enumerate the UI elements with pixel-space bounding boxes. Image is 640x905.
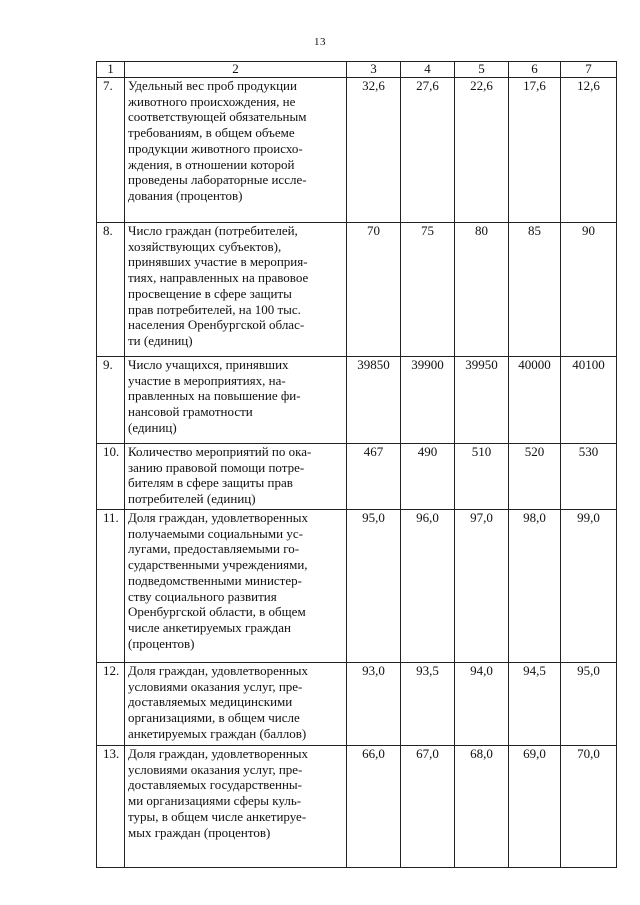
row-description — [125, 357, 347, 444]
table-row — [97, 357, 617, 444]
indicators-table — [96, 61, 617, 868]
row-description — [125, 663, 347, 746]
row-number: 9. — [97, 357, 125, 444]
row-description-text: Доля граждан, удовлетворенных условиями оказания услуг, пре- доставляемых медицинскими организациями, в общем числе анкетируемых граждан (баллов) — [128, 663, 309, 741]
row-description-text: Количество мероприятий по ока- занию правовой помощи потре- бителям в сфере защиты прав потребителей (единиц) — [128, 444, 312, 507]
header-cell: 2 — [125, 62, 347, 78]
table-row — [97, 223, 617, 357]
row-value: 94,0 — [455, 663, 509, 746]
row-value: 93,0 — [347, 663, 401, 746]
row-number: 8. — [97, 223, 125, 357]
table-row — [97, 444, 617, 510]
row-value: 39850 — [347, 357, 401, 444]
header-cell: 7 — [561, 62, 617, 78]
row-description-text: Удельный вес проб продукции животного происхождения, не соответствующей обязательным требованиям, в общем объеме продукции животного происхо- ждения, в отношении которой проведены лабораторные иссле- дования (процентов) — [128, 78, 307, 203]
row-value: 95,0 — [347, 510, 401, 663]
row-value: 70 — [347, 223, 401, 357]
row-value: 70,0 — [561, 746, 617, 868]
row-value: 98,0 — [509, 510, 561, 663]
row-description — [125, 746, 347, 868]
row-description — [125, 78, 347, 223]
row-description — [125, 444, 347, 510]
row-value: 39950 — [455, 357, 509, 444]
row-value: 520 — [509, 444, 561, 510]
header-cell: 4 — [401, 62, 455, 78]
row-value: 69,0 — [509, 746, 561, 868]
row-value: 17,6 — [509, 78, 561, 223]
row-value: 96,0 — [401, 510, 455, 663]
row-description-text: Число граждан (потребителей, хозяйствующих субъектов), принявших участие в мероприя- тиях, направленных на правовое просвещение в сфере защиты прав потребителей, на 100 тыс. населения Оренбургской облас- ти (единиц) — [128, 223, 309, 348]
page-number: 13 — [314, 36, 326, 48]
row-value: 467 — [347, 444, 401, 510]
row-value: 67,0 — [401, 746, 455, 868]
row-number: 13. — [97, 746, 125, 868]
header-cell: 6 — [509, 62, 561, 78]
row-value: 12,6 — [561, 78, 617, 223]
row-description-text: Число учащихся, принявших участие в мероприятиях, на- правленных на повышение фи- нансовой грамотности (единиц) — [128, 357, 301, 435]
row-number: 11. — [97, 510, 125, 663]
row-value: 39900 — [401, 357, 455, 444]
row-description-text: Доля граждан, удовлетворенных условиями оказания услуг, пре- доставляемых государственны- ми организациями сферы куль- туры, в общем числе анкетируе- мых граждан (процентов) — [128, 746, 309, 840]
row-value: 40100 — [561, 357, 617, 444]
row-value: 80 — [455, 223, 509, 357]
row-value: 85 — [509, 223, 561, 357]
row-value: 22,6 — [455, 78, 509, 223]
row-value: 490 — [401, 444, 455, 510]
row-value: 68,0 — [455, 746, 509, 868]
row-value: 510 — [455, 444, 509, 510]
table-row — [97, 78, 617, 223]
row-value: 40000 — [509, 357, 561, 444]
row-value: 93,5 — [401, 663, 455, 746]
header-cell: 5 — [455, 62, 509, 78]
header-cell: 3 — [347, 62, 401, 78]
row-value: 95,0 — [561, 663, 617, 746]
row-value: 94,5 — [509, 663, 561, 746]
row-value: 97,0 — [455, 510, 509, 663]
row-value: 75 — [401, 223, 455, 357]
row-value: 27,6 — [401, 78, 455, 223]
row-value: 90 — [561, 223, 617, 357]
row-description — [125, 223, 347, 357]
table-row — [97, 663, 617, 746]
row-value: 66,0 — [347, 746, 401, 868]
row-value: 32,6 — [347, 78, 401, 223]
row-description — [125, 510, 347, 663]
row-number: 7. — [97, 78, 125, 223]
table-row — [97, 510, 617, 663]
row-value: 530 — [561, 444, 617, 510]
row-value: 99,0 — [561, 510, 617, 663]
row-number: 10. — [97, 444, 125, 510]
header-cell: 1 — [97, 62, 125, 78]
table-row — [97, 746, 617, 868]
header-row — [97, 62, 617, 78]
row-description-text: Доля граждан, удовлетворенных получаемыми социальными ус- лугами, предоставляемыми го- сударственными учреждениями, подведомственными министер- ству социального развития Оренбургской области, в общем числе анкетируемых граждан (процентов) — [128, 510, 309, 651]
row-number: 12. — [97, 663, 125, 746]
